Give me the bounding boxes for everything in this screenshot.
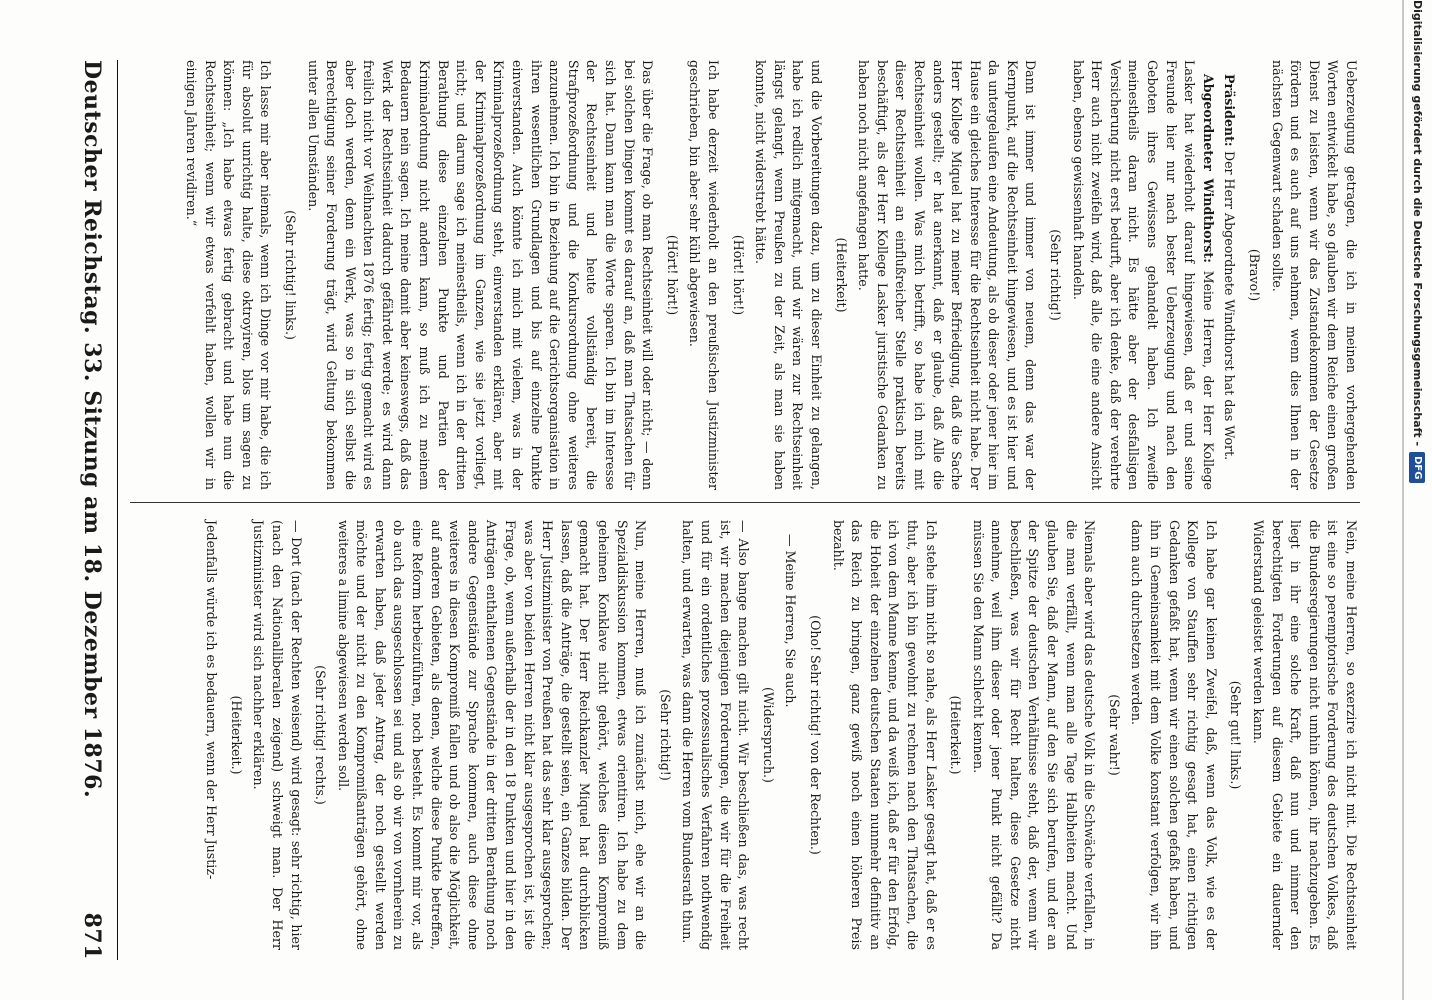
paragraph: Jedenfalls würde ich es bedauern, wenn der Herr Justiz-	[204, 520, 220, 880]
paragraph: Nein, meine Herren, so exerzire ich nicht mit. Die Rechtseinheit ist eine so peremptorische Forderung des deutschen Volkes, daß die Bundesregierungen nicht umhin können, ihr nachzugeben. Es liegt in ihr eine solche Kraft, daß nun und nimmer den berechtigten Forderungen auf diesem Gebiete ein dauernder Widerstand geleistet werden kann.	[1251, 520, 1359, 950]
statement-text: Der Herr Abgeordnete Windthorst hat das Wort.	[1222, 150, 1238, 461]
paragraph: Ich habe derzeit wiederholt an den preußischen Justizminister geschrieben, bin aber sehr kühl abgewiesen.	[687, 60, 721, 490]
dfg-logo: DFG	[1409, 452, 1425, 483]
paragraph: Das über die Frage, ob man Rechtseinheit will oder nicht; — denn bei solchen Dingen kommt es darauf an, daß man Thatsachen für sich hat. Dann kann man die Worte sparen. Ich bin im Interesse der Rechtseinheit und heute vollständig bereit, die Strafprozeßordnung und die Konkursordnung ohne weiteres anzunehmen. Ich bin in Beziehung auf die Gerichtsorganisation in ihren wesentlichen Grundlagen und bis auf einzelne Punkte einverstanden. Auch könnte ich mich mit vielem, was in der Kriminalprozeßordnung steht, einverstanden erklären, aber mit der Kriminalprozeßordnung im Ganzen, wie sie jetzt vorliegt, nicht; und darum sage ich meinestheils, wenn ich in der dritten Berathung diese einzelnen Punkte und Partien der Kriminalordnung nicht andern kann, so muß ich zu meinem Bedauern nein sagen. Ich meine damit aber keineswegs, daß das Werk der Rechtseinheit dadurch gefährdet werde; es wird dann freilich nicht vor Weihnachten 1876 fertig; fertig gemacht wird es aber doch werden, denn ein Werk, was so in sich selbst die Berechtigung seiner Forderung trägt, wird Geltung bekommen unter allen Umständen.	[305, 60, 656, 490]
interjection: (Heiterkeit.)	[228, 695, 244, 775]
interjection: (Oho! Sehr richtig! von der Rechten.)	[807, 615, 823, 855]
paragraph: Ich lasse mir aber niemals, wenn ich Dinge vor mir habe, die ich für absolut unrichtig halte, diese oktroyiren, blos um sagen zu können: „Ich habe etwas fertig gebracht und habe nun die Rechtseinheit; wenn wir etwas verfehlt haben, wollen wir in einigen Jahren revidiren.“	[183, 60, 274, 490]
paragraph: Ich habe gar keinen Zweifel, daß, wenn das Volk, wie es der Kollege von Stauffen sehr richtig gesagt hat, einen richtigen Gedanken gefaßt hat, wenn wir einen solchen gefaßt haben, und ihn in Gemeinsamkeit mit dem Volke konstant verfolgen, wir ihn dann auch durchsetzen werden.	[1129, 520, 1219, 950]
paragraph: Nun, meine Herren, muß ich zunächst mich, ehe wir an die Spezialdiskussion kommen, etwas orientiren. Ich habe zu dem geheimen Konklave nicht gehört, welches diesen Kompromiß gemacht hat. Der Herr Reichkanzler Miquel hat durchblicken lassen, daß die Anträge, die gestellt seien, ein Ganzes bilden. Der Herr Justizminister von Preußen hat das sehr klar ausgesprochen; was aber von beiden Herren nicht klar ausgesprochen ist, ist die Frage, ob, wenn außerhalb der in den 18 Punkten und hier in den Anträgen enthaltenen Gegenstände in der dritten Berathung noch andere Gegenstände zur Sprache kommen, auch diese ohne weiteres in diesen Kompromiß fallen und ob also die Möglichkeit, auf anderen Gebieten, als denen, welche diese Punkte betreffen, eine Reform herbeizuführen, noch besteht. Es kommt mir vor, als ob auch das ausgeschlossen sei und als ob wir von vornherein zu erwarten haben, daß jeder Antrag, der noch gestellt werden möchte und der nicht zu den Kompromißanträgen gehört, ohne weiteres a limine abgewiesen werden soll.	[335, 520, 649, 950]
interjection: (Sehr richtig! rechts.)	[313, 665, 329, 805]
speaker-name: Präsident:	[1222, 74, 1238, 151]
interjection: (Hört! hört!)	[664, 234, 680, 316]
interjection: (Heiterkeit)	[833, 237, 849, 313]
paragraph: Ueberzeugung getragen, die ich in meinen vorhergehenden Worten entwickelt habe, so glauben wir dem Reiche einen großen Dienst zu leisten, wenn wir das Zustandekommen der Gesetze fördern und es auch auf uns nehmen, wenn dies Ihnen in der nächsten Gegenwart schaden sollte.	[1269, 60, 1359, 490]
interjection: (Sehr wahr!)	[1106, 694, 1122, 776]
speaker-statement	[1068, 60, 1217, 490]
paragraph: und die Vorbereitungen dazu, um zu dieser Einheit zu gelangen, habe ich redlich mitgemacht, und wir wären zur Rechtseinheit längst gelangt, wenn Preußen zu der Zeit, als man sie haben konnte, nicht widerstrebt hätte.	[753, 60, 824, 490]
speaker-name: Abgeordneter Windthorst:	[1200, 74, 1216, 271]
digitization-notice-text: Digitalisierung gefördert durch die Deutsche Forschungsgemeinschaft -	[1411, 0, 1424, 447]
president-statement	[1220, 60, 1239, 490]
interjection: (Sehr richtig! links.)	[282, 210, 298, 340]
header-rule	[117, 60, 118, 960]
rotated-page-content	[50, 20, 1380, 980]
paragraph: — Meine Herren, Sie auch.	[783, 534, 799, 708]
interjection: (Sehr gut! links.)	[1228, 680, 1244, 790]
interjection: (Heiterkeit.)	[948, 695, 964, 775]
interjection: (Hört! hört!)	[730, 234, 746, 316]
interjection: (Bravo!)	[1247, 248, 1263, 302]
page-number: 871	[79, 912, 105, 960]
paragraph: Ich stehe ihm nicht so nahe, als Herr Lasker gesagt hat, daß er es thut, aber ich bin gewohnt zu rechnen nach den Thatsachen, die ich von dem Manne kenne, und da weiß ich, daß er für den Erfolg, die Hoheit der einzelnen deutschen Staaten nunmehr definitiv an das Reich zu bringen, ganz gewiß noch einen höheren Preis bezahlt.	[830, 520, 939, 950]
digitization-notice	[1406, 0, 1428, 1000]
text-column-right	[130, 520, 1360, 950]
paragraph: Dann ist immer und immer von neuem, denn das war der Kernpunkt, auf die Rechtseinheit hingewiesen, und es ist hier und da untergelaufen eine Andeutung, als ob dieser oder jener hier im Hause ein gleiches Interesse für die Rechtseinheit nicht habe. Der Herr Kollege Miquel hat zu meiner Befriedigung, daß die Sache anders gestellt; er hat anerkannt, daß er glaube, daß Alle die Rechtseinheit wollen. Was mich betrifft, so habe ich mich mit dieser Rechtseinheit an einflußreicher Stelle praktisch bereits beschäftigt, als der Herr Kollege Lasker juristische Gedanken zu haben noch nicht angefangen hatte.	[856, 60, 1039, 490]
paragraph: — Also bange machen gilt nicht. Wir beschließen das, was recht ist, wir machen diejenigen Forderungen, die wir für die Freiheit und für ein ordentliches prozessualisches Verfahren nothwendig halten, und erwarten, was dann die Herren vom Bundesrath thun.	[680, 520, 752, 950]
text-column-left	[130, 60, 1360, 490]
statement-text: Meine Herren, der Herr Kollege Lasker hat wiederholt darauf hingewiesen, daß er und seine Freunde hier nur nach bester Ueberzeugung und nach den Geboten ihres Gewissens gehandelt haben. Ich zweifle meinestheils daran nicht. Es hätte aber der desfallsigen Versicherung nicht erst bedurft, aber ich denke, daß der verehrte Herr auch nicht zweifeln wird, daß alle, die eine andere Ansicht haben, ebenso gewissenhaft handeln.	[1070, 60, 1216, 490]
paragraph: Niemals aber wird das deutsche Volk in die Schwäche verfallen, in die man verfällt, wenn man alle Tage Halbheiten macht. Und glauben Sie, daß der Mann, auf den Sie sich berufen, und der an der Spitze der deutschen Verhältnisse steht, daß der, wenn wir beschließen, was wir für Recht halten, diese Gesetze nicht annehme, weil ihm dieser oder jener Punkt nicht gefällt? Da müssen Sie den Mann schlecht kennen.	[970, 520, 1098, 950]
interjection: (Widerspruch.)	[760, 687, 776, 783]
interjection: (Sehr richtig!)	[1048, 229, 1064, 321]
running-title: Deutscher Reichstag. 33. Sitzung am 18. Dezember 1876.	[79, 60, 105, 799]
scan-edge-line	[1402, 0, 1404, 1000]
interjection: (Sehr richtig!)	[657, 689, 673, 781]
paragraph: — Dort (nach der Rechten weisend) wird gesagt: sehr richtig, hier (nach den Nationalliberalen zeigend) schweigt man. Der Herr Justizminister wird sich nachher erklären.	[251, 520, 304, 950]
page-header	[72, 60, 112, 960]
column-divider	[130, 502, 1360, 503]
